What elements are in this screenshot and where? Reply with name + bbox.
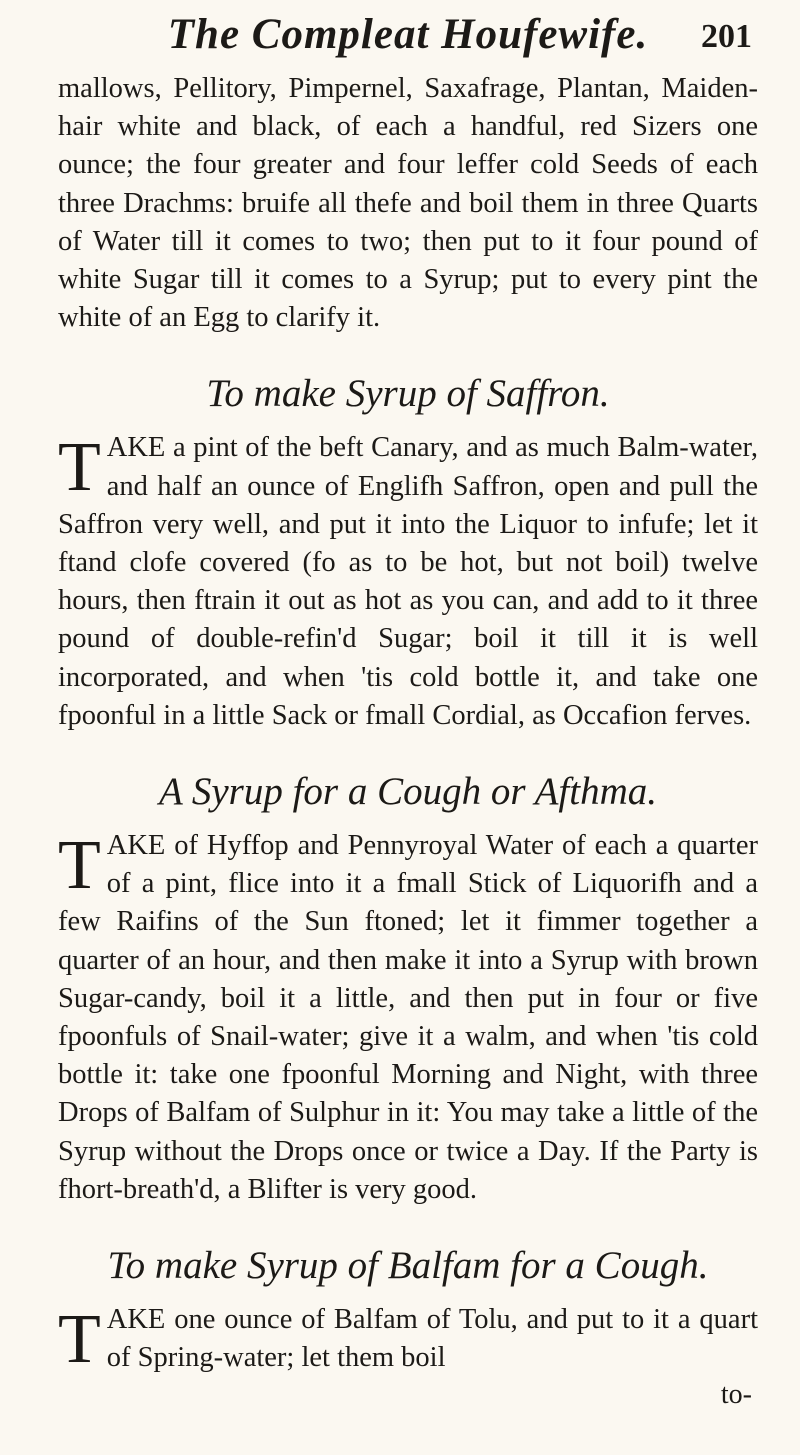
section-title: A Syrup for a Cough or Afthma. <box>158 770 657 814</box>
recipe-text: AKE one ounce of Balfam of Tolu, and put to it a quart of Spring-water; let them boil <box>106 1304 758 1374</box>
catchword: to- <box>720 1379 752 1411</box>
section-title: To make Syrup of Balfam for a Cough. <box>107 1244 709 1288</box>
recipe-paragraph <box>58 827 758 1209</box>
continuation-paragraph: mallows, Pellitory, Pimpernel, Saxafrage, Plantan, Maiden-hair white and black, of each a handful, red Sizers one ounce; the four greater and four leffer cold Seeds of each three Drachms: bruife all thefe and boil them in three Quarts of Water till it comes to two; then put to it four pound of white Sugar till it comes to a Syrup; put to every pint the white of an Egg to clarify it. <box>58 73 758 334</box>
section-title: To make Syrup of Saffron. <box>206 372 610 416</box>
recipe-balsam-syrup <box>58 1243 758 1377</box>
recipe-paragraph <box>58 1301 758 1377</box>
recipe-saffron-syrup <box>58 371 758 735</box>
drop-cap: T <box>58 827 101 905</box>
drop-cap: T <box>58 429 101 507</box>
page-number: 201 <box>701 18 752 55</box>
drop-cap: T <box>58 1301 101 1379</box>
running-head: The Compleat Houfewife. <box>167 11 649 58</box>
page-header <box>58 0 758 70</box>
recipe-cough-asthma-syrup <box>58 769 758 1209</box>
recipe-text: AKE of Hyffop and Pennyroyal Water of each a quarter of a pint, flice into it a fmall Stick of Liquorifh and a few Raifins of the Sun ftoned; let it fimmer together a quarter of an hour, and then make it into a Syrup with brown Sugar-candy, boil it a little, and then put in four or five fpoonfuls of Snail-water; give it a walm, and when 'tis cold bottle it: take one fpoonful Morning and Night, with three Drops of Balfam of Sulphur in it: You may take a little of the Syrup without the Drops once or twice a Day. If the Party is fhort-breath'd, a Blifter is very good. <box>58 830 758 1205</box>
recipe-paragraph <box>58 429 758 735</box>
recipe-text: AKE a pint of the beft Canary, and as much Balm-water, and half an ounce of Englifh Saffron, open and pull the Saffron very well, and put it into the Liquor to infufe; let it ftand clofe covered (fo as to be hot, but not boil) twelve hours, then ftrain it out as hot as you can, and add to it three pound of double-refin'd Sugar; boil it till it is well incorporated, and when 'tis cold bottle it, and take one fpoonful in a little Sack or fmall Cordial, as Occafion ferves. <box>58 432 758 731</box>
